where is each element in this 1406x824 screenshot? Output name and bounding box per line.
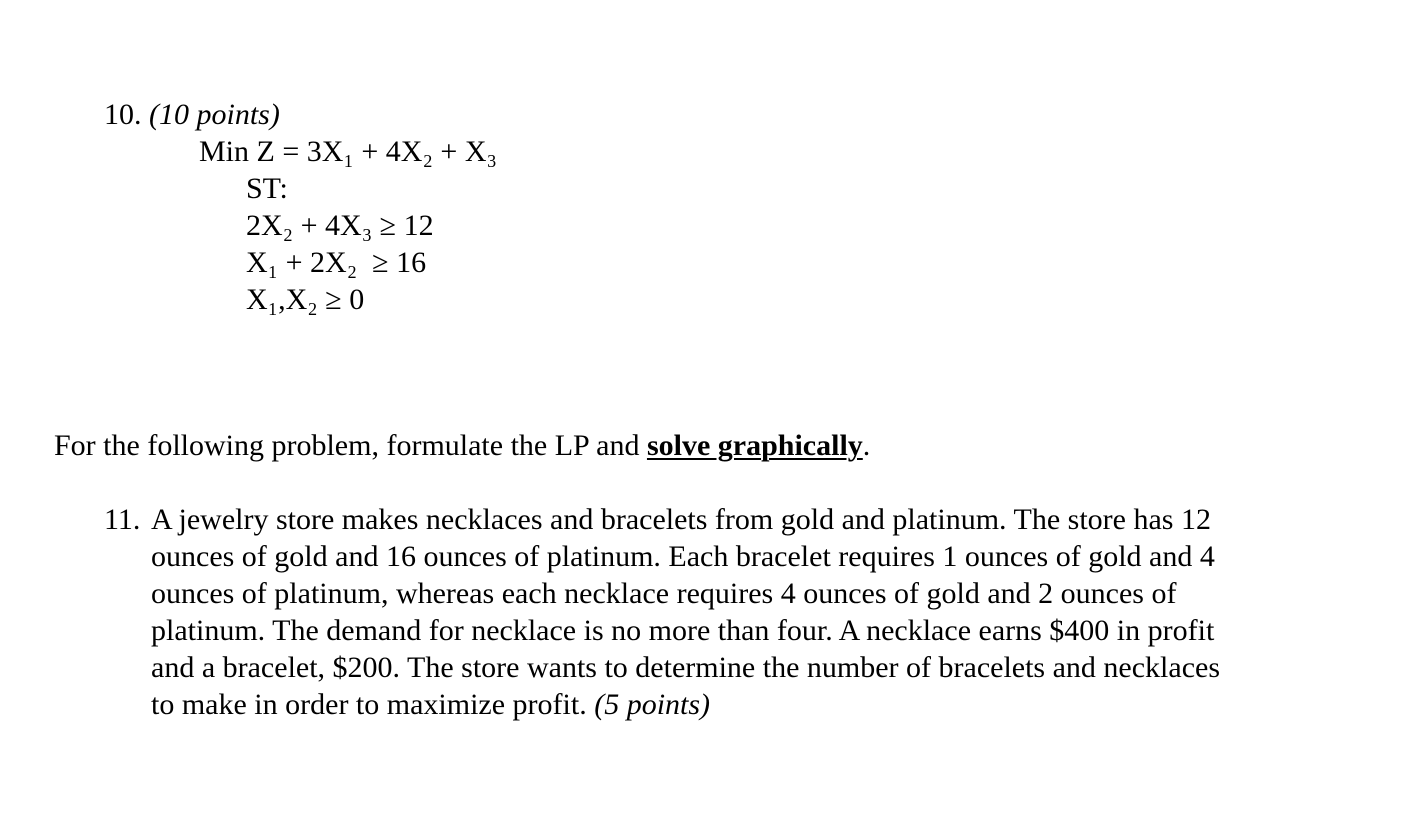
instruction-after: . <box>862 429 871 462</box>
question-11-line: ounces of platinum, whereas each necklace requires 4 ounces of gold and 2 ounces of <box>151 577 1177 610</box>
question-11-line: platinum. The demand for necklace is no more than four. A necklace earns $400 in profit <box>151 614 1215 647</box>
question-11-line: A jewelry store makes necklaces and bracelets from gold and platinum. The store has 12 <box>151 503 1211 536</box>
question-11-line: and a bracelet, $200. The store wants to determine the number of bracelets and necklaces <box>151 651 1221 684</box>
constraint-1: 2X₂ + 4X₃ ≥ 12 <box>246 209 434 242</box>
instruction-emphasis: solve graphically <box>646 429 863 462</box>
constraint-nonnegativity: X₁,X₂ ≥ 0 <box>246 283 365 316</box>
question-10-header <box>104 96 280 133</box>
question-10-points: (10 points) <box>149 98 280 131</box>
constraint-2: X₁ + 2X₂ ≥ 16 <box>246 246 427 279</box>
question-10-number: 10. <box>104 98 142 131</box>
question-11-body <box>151 501 1351 723</box>
question-11-last-line-text: to make in order to maximize profit. <box>151 688 595 721</box>
subject-to-label: ST: <box>246 172 288 205</box>
question-11-last-line <box>151 686 1351 723</box>
instruction-text <box>54 427 870 464</box>
instruction-before: For the following problem, formulate the LP and <box>54 429 647 462</box>
objective-function: Min Z = 3X₁ + 4X₂ + X₃ <box>199 135 497 168</box>
question-11-number: 11. <box>104 503 141 536</box>
question-11-points: (5 points) <box>594 688 711 721</box>
question-11-line: ounces of gold and 16 ounces of platinum. Each bracelet requires 1 ounces of gold and 4 <box>151 540 1215 573</box>
constraints-block <box>246 170 434 318</box>
